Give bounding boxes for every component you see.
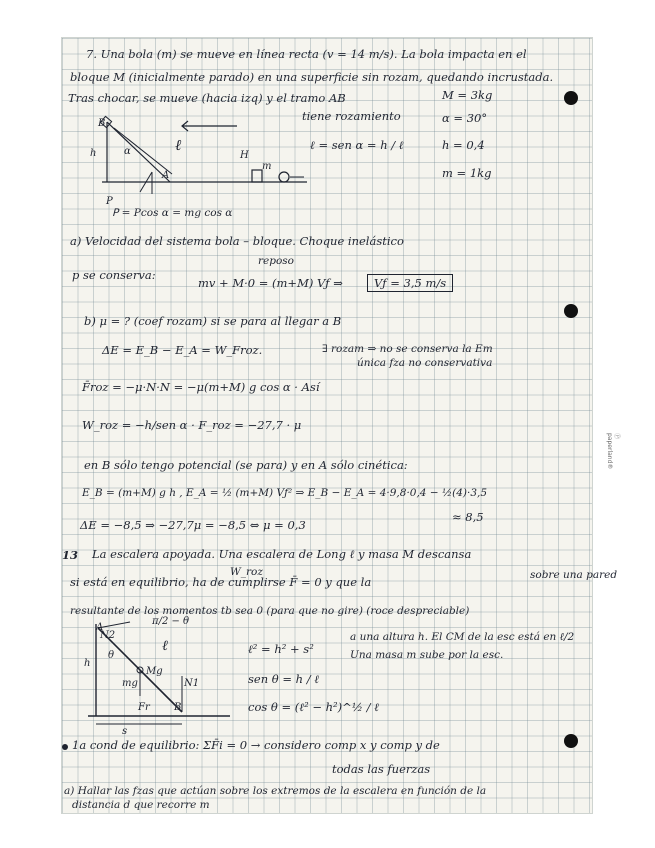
- brand-watermark: Ⓟ paperland®: [606, 433, 620, 470]
- text-line: 1a cond de equilibrio: ΣF̄i = 0 → considero comp x y comp y de: [72, 738, 440, 752]
- annotation-reposo: reposo: [258, 255, 294, 267]
- fig2-label: A: [96, 622, 104, 633]
- text-line: La escalera apoyada. Una escalera de Long ℓ y masa M descansa: [92, 547, 472, 561]
- fig1-label: P: [106, 196, 113, 207]
- text-line: si está en equilibrio, ha de cumplirse F̄ = 0 y que la: [70, 575, 372, 589]
- fig2-label: Fr: [138, 702, 150, 713]
- normal-force-relation: ꓑ = Pcos α = mg cos α: [112, 207, 233, 219]
- text-line: a) Hallar las fzas que actúan sobre los extremos de la escalera en función de la: [64, 785, 487, 797]
- sine-theta: sen θ = h / ℓ: [248, 672, 320, 686]
- fig2-label: θ: [108, 650, 115, 661]
- sine-relation: ℓ = sen α = h / ℓ: [310, 138, 404, 152]
- text-line: tiene rozamiento: [302, 109, 401, 123]
- problem-number: 13: [62, 548, 79, 562]
- text-line: Una masa m sube por la esc.: [350, 649, 504, 661]
- text-line: resultante de los momentos tb sea 0 (para que no gire) (roce despreciable): [70, 605, 470, 617]
- fig2-label: s: [122, 726, 128, 737]
- text-line: p se conserva:: [72, 268, 156, 282]
- text-line: bloque M (inicialmente parado) en una superficie sin rozam, quedando incrustada.: [70, 70, 554, 84]
- fig2-label: ℓ: [162, 638, 168, 654]
- fig1-label: H: [240, 150, 249, 161]
- text-line: Tras chocar, se mueve (hacia izq) y el tramo AB: [68, 91, 346, 105]
- given-height: h = 0,4: [442, 138, 485, 152]
- incline-diagram: [92, 116, 312, 206]
- binder-hole: [564, 91, 578, 105]
- fig2-label: π/2 − θ: [152, 616, 190, 627]
- text-line: a) Velocidad del sistema bola – bloque. Choque inelástico: [70, 234, 404, 248]
- cosine-theta: cos θ = (ℓ² − h²)^½ / ℓ: [248, 700, 379, 714]
- text-line: todas las fuerzas: [332, 762, 431, 776]
- energy-values: E_B = (m+M) g h , E_A = ½ (m+M) Vƒ² ⇒ E_B − E_A = 4·9,8·0,4 − ½(4)·3,5: [82, 487, 488, 499]
- momentum-equation: mv + M·0 = (m+M) Vƒ ⇒: [198, 276, 343, 290]
- fig1-label: h: [90, 148, 97, 159]
- friction-force: F̄roz = −μ·N·N = −μ(m+M) g cos α · Así: [82, 380, 320, 394]
- text-line: 7. Una bola (m) se mueve en línea recta (v = 14 m/s). La bola impacta en el: [86, 47, 527, 61]
- fig1-label: m: [262, 161, 272, 172]
- fig2-label: N1: [184, 678, 200, 689]
- energy-equation: ΔE = E_B − E_A = W_Froz.: [102, 343, 263, 357]
- friction-work: W_roz = −h/sen α · F_roz = −27,7 · μ: [82, 418, 302, 432]
- binder-hole: [564, 304, 578, 318]
- given-angle: α = 30°: [442, 111, 488, 125]
- fig1-label: α: [124, 146, 131, 157]
- pythagoras: ℓ² = h² + s²: [248, 642, 314, 656]
- friction-result: ΔE = −8,5 ⇒ −27,7μ = −8,5 ⇔ μ = 0,3: [80, 518, 306, 532]
- text-line: en B sólo tengo potencial (se para) y en A sólo cinética:: [84, 458, 408, 472]
- fig2-label: B: [174, 702, 182, 713]
- binder-hole: [564, 734, 578, 748]
- text-line: ∃ rozam ⇒ no se conserva la Em: [322, 343, 493, 355]
- text-line: a una altura h. El CM de la esc está en ℓ/2: [350, 631, 575, 643]
- fig1-label: B: [98, 118, 106, 129]
- annotation-wroz: W_roz: [230, 566, 263, 578]
- energy-approx: ≈ 8,5: [452, 510, 484, 524]
- result-velocity: Vƒ = 3,5 m/s: [367, 274, 453, 292]
- bullet-dot: [62, 744, 68, 750]
- text-line: b) μ = ? (coef rozam) si se para al llegar a B: [84, 314, 342, 328]
- text-line: sobre una pared: [530, 569, 618, 581]
- fig1-label: ℓ: [175, 136, 182, 154]
- fig2-label: Mg: [146, 666, 163, 677]
- text-line: única fza no conservativa: [357, 357, 493, 369]
- given-mass-m: m = 1kg: [442, 166, 492, 180]
- fig1-label: A: [162, 170, 170, 181]
- text-line: distancia d que recorre m: [72, 799, 210, 811]
- fig2-label: N2: [100, 630, 116, 641]
- fig2-label: mg: [122, 678, 138, 689]
- fig2-label: h: [84, 658, 91, 669]
- given-mass-M: M = 3kg: [442, 88, 493, 102]
- notebook-sheet: [62, 38, 620, 813]
